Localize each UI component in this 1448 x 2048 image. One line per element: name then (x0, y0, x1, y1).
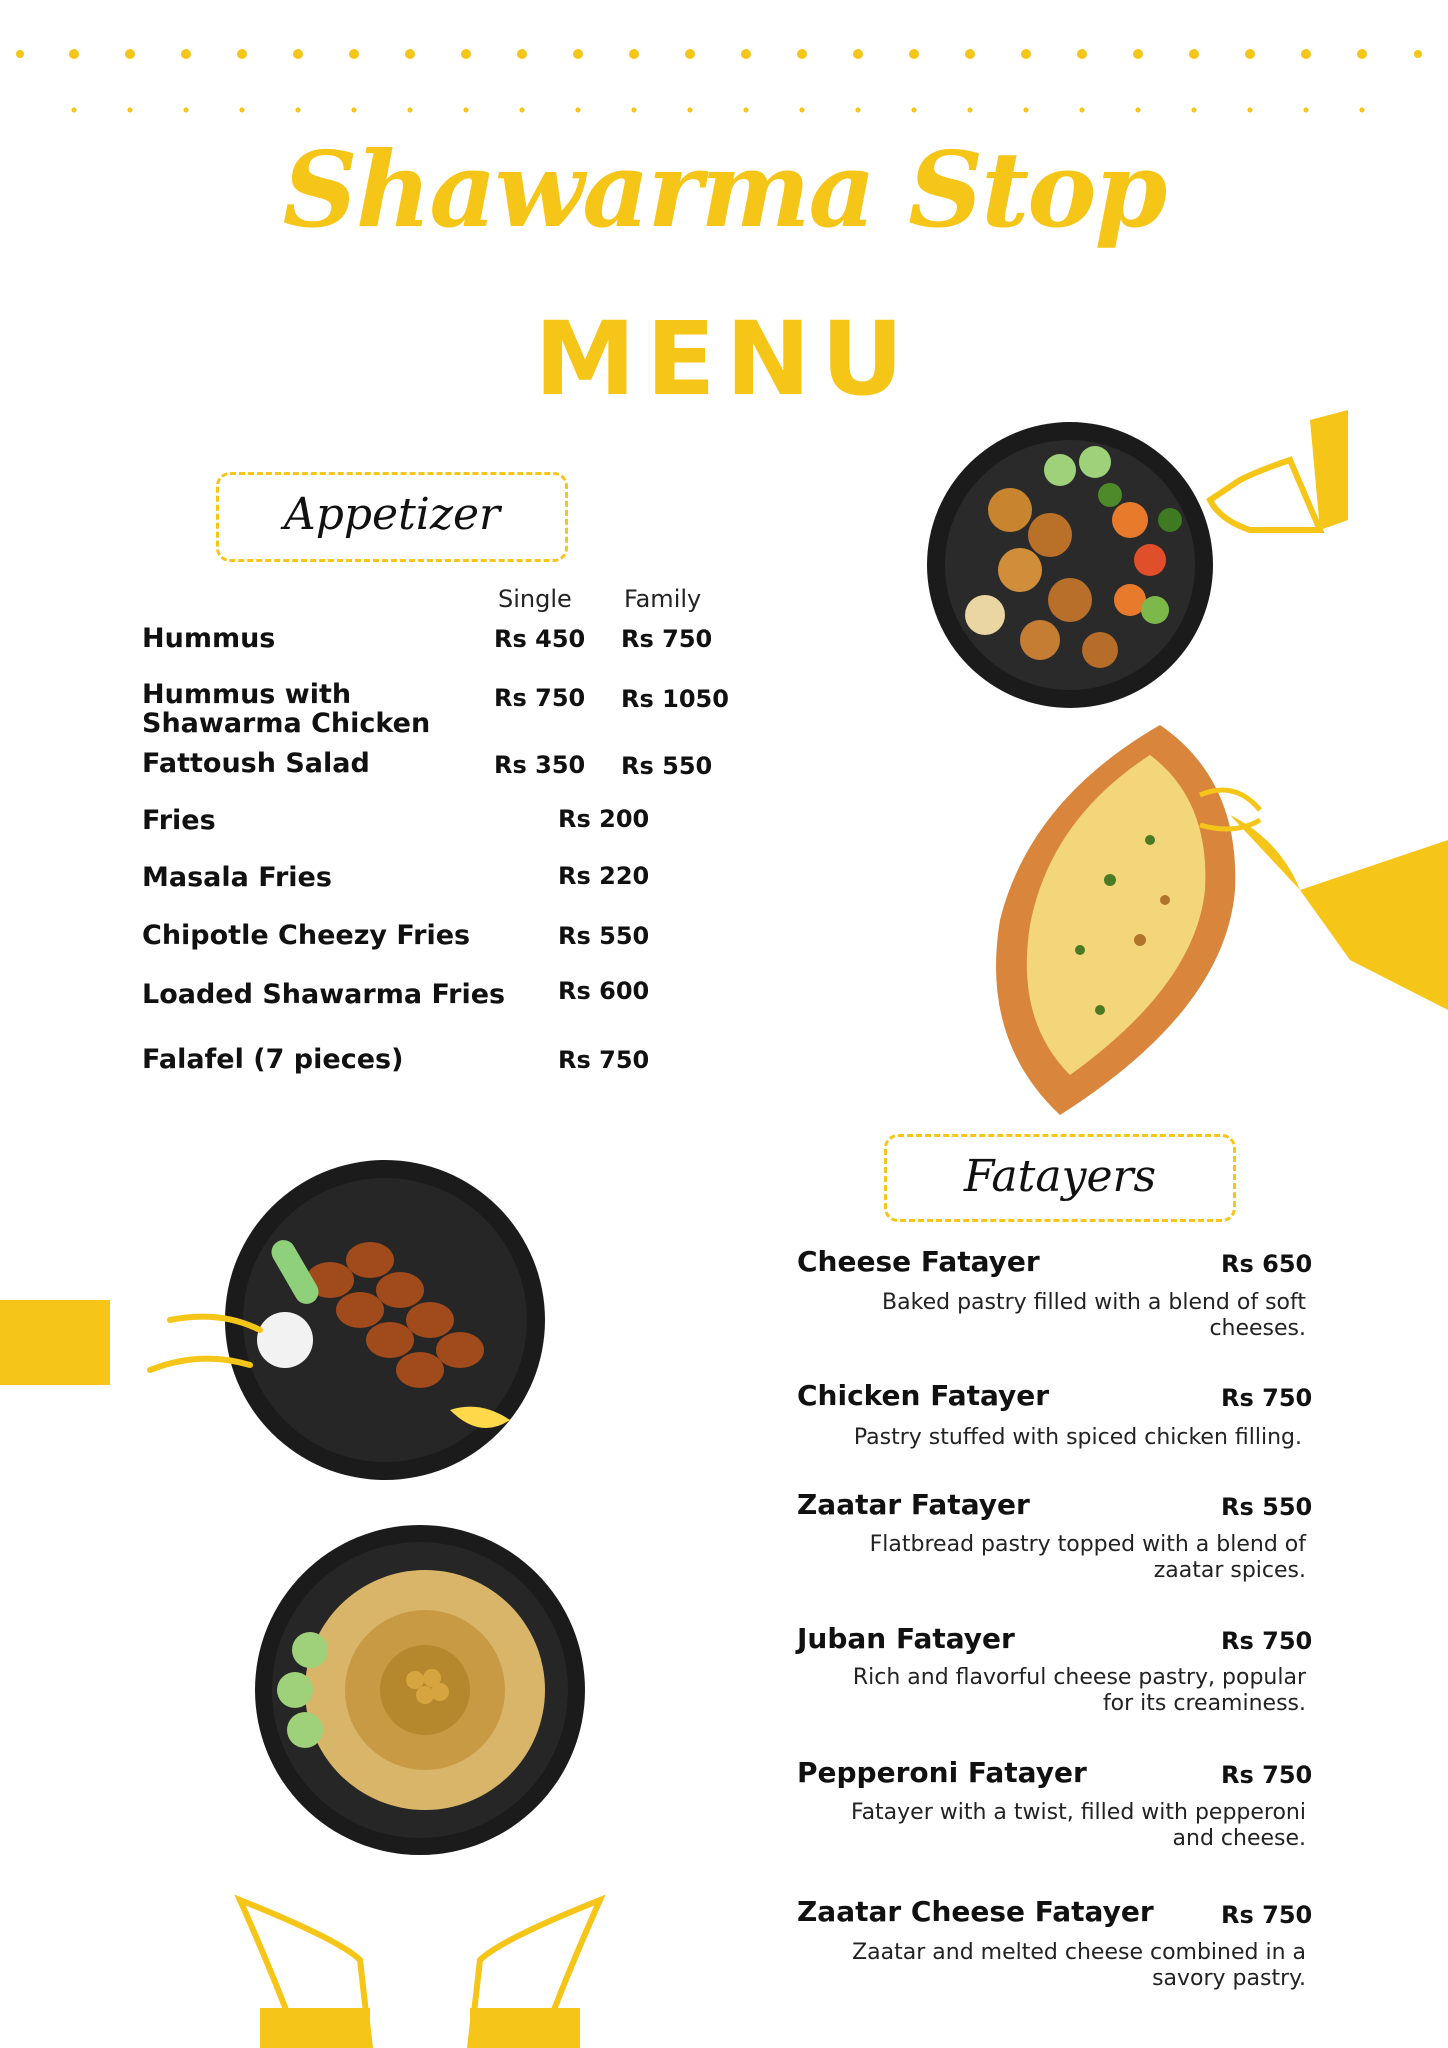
fatayers-heading: Fatayers (963, 1151, 1157, 1202)
fatayer-description: Fatayer with a twist, filled with pepperoni and cheese. (850, 1800, 1306, 1851)
chicken-skewers-plate-image (0, 1150, 560, 1490)
appetizer-price: Rs 750 (558, 1046, 650, 1074)
appetizer-heading-box (216, 472, 568, 562)
family-column-header: Family (624, 585, 702, 613)
fatayer-item-name: Pepperoni Fatayer (797, 1756, 1087, 1789)
brand-title: Shawarma Stop (282, 128, 1166, 251)
falafel-salad-plate-image (900, 400, 1348, 730)
appetizer-item-name: Fattoush Salad (142, 748, 370, 779)
fatayer-item-name: Juban Fatayer (797, 1622, 1015, 1655)
fatayer-item-name: Cheese Fatayer (797, 1245, 1040, 1278)
appetizer-single-price: Rs 450 (494, 625, 586, 653)
hummus-plate-image (220, 1520, 620, 2048)
appetizer-single-price: Rs 750 (494, 684, 586, 712)
appetizer-item-name: Falafel (7 pieces) (142, 1044, 404, 1075)
fatayer-item-name: Chicken Fatayer (797, 1379, 1050, 1412)
appetizer-price: Rs 220 (558, 862, 650, 890)
appetizer-family-price: Rs 1050 (621, 685, 729, 713)
fatayer-item-name: Zaatar Cheese Fatayer (797, 1895, 1154, 1928)
single-column-header: Single (498, 585, 572, 613)
decorative-dots (0, 0, 1448, 130)
appetizer-item-name: Fries (142, 805, 216, 836)
fatayer-price: Rs 750 (1221, 1627, 1313, 1655)
menu-title: MENU (534, 300, 914, 419)
fatayer-price: Rs 750 (1221, 1901, 1313, 1929)
cheese-fatayer-boat-image (960, 720, 1448, 1120)
fatayer-description: Baked pastry filled with a blend of soft cheeses. (882, 1290, 1306, 1341)
appetizer-heading: Appetizer (283, 489, 501, 540)
appetizer-price: Rs 200 (558, 805, 650, 833)
appetizer-item-name: Chipotle Cheezy Fries (142, 920, 471, 951)
fatayer-description: Rich and flavorful cheese pastry, popular for its creaminess. (852, 1665, 1306, 1716)
fatayer-description: Zaatar and melted cheese combined in a savory pastry. (852, 1940, 1306, 1991)
appetizer-price: Rs 550 (558, 922, 650, 950)
fatayer-description: Flatbread pastry topped with a blend of zaatar spices. (869, 1532, 1306, 1583)
appetizer-item-name: Masala Fries (142, 862, 332, 893)
fatayer-price: Rs 550 (1221, 1493, 1313, 1521)
fatayer-description: Pastry stuffed with spiced chicken filling. (853, 1425, 1302, 1450)
appetizer-item-name: Hummus (142, 623, 276, 654)
fatayer-item-name: Zaatar Fatayer (797, 1488, 1030, 1521)
appetizer-price: Rs 600 (558, 977, 650, 1005)
fatayer-price: Rs 650 (1221, 1250, 1313, 1278)
fatayer-price: Rs 750 (1221, 1761, 1313, 1789)
appetizer-family-price: Rs 750 (621, 625, 713, 653)
fatayer-price: Rs 750 (1221, 1384, 1313, 1412)
appetizer-item-name: Hummus with Shawarma Chicken (142, 679, 431, 739)
appetizer-family-price: Rs 550 (621, 752, 713, 780)
fatayers-heading-box (884, 1134, 1236, 1222)
appetizer-item-name: Loaded Shawarma Fries (142, 979, 506, 1010)
appetizer-single-price: Rs 350 (494, 751, 586, 779)
